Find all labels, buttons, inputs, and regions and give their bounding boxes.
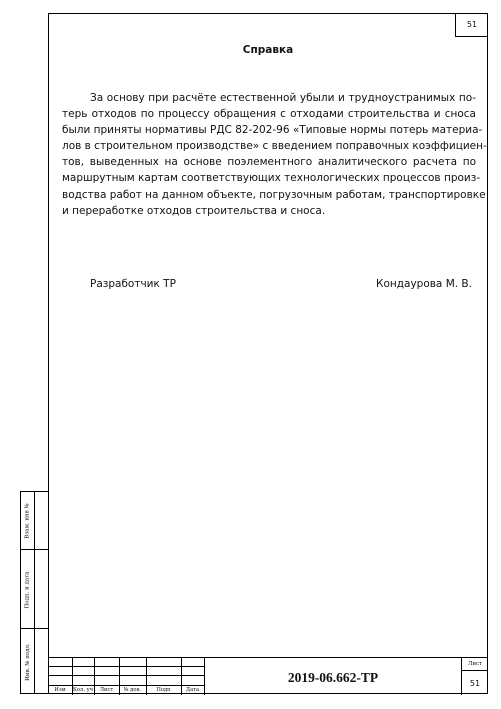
side-label-text: Подп. и дата: [24, 570, 31, 609]
col-label-change: Изм: [54, 687, 66, 693]
document-code: 2019-06.662-ТР: [204, 658, 461, 695]
col-label-doc-number: № док.: [123, 687, 142, 693]
body-line: За основу при расчёте естественной убыли и трудноустранимых по-: [90, 92, 476, 104]
side-row-replacement: [21, 492, 48, 550]
side-label-text: Инв. № подл.: [24, 643, 31, 681]
side-label-signature-date: [21, 550, 34, 629]
revision-grid: [48, 658, 204, 695]
side-label-replacement: [21, 492, 34, 550]
side-approval-strip: [20, 491, 48, 694]
signature-role: Разработчик ТР: [90, 278, 176, 290]
body-line: маршрутным картам соответствующих технологических процессов произ-: [62, 172, 481, 185]
sheet-label: Лист: [462, 658, 488, 671]
body-line: были приняты нормативы РДС 82-202-96 «Типовые нормы потерь материа-: [62, 124, 483, 137]
side-label-text: Взам. инв №: [24, 503, 31, 539]
col-label-date: Дата: [185, 687, 200, 693]
title-block: [48, 657, 488, 694]
signature-name: Кондаурова М. В.: [376, 278, 472, 290]
col-label-sheet: Лист: [99, 687, 114, 693]
side-row-signature-date: [21, 550, 48, 629]
body-line: водства работ на данном объекте, погрузочным работам, транспортировке: [62, 188, 486, 201]
body-line: лов в строительном производстве» с введением поправочных коэффициен-: [62, 140, 487, 153]
body-paragraph: [62, 90, 487, 219]
col-label-count: Кол. уч: [72, 687, 94, 693]
top-page-number: 51: [455, 13, 488, 37]
col-label-signature: Подп: [156, 687, 171, 693]
document-title: Справка: [242, 44, 294, 56]
sheet-number-cell: [461, 658, 488, 695]
body-line: тов, выведенных на основе поэлементного аналитического расчета по: [62, 156, 476, 169]
body-line: и переработке отходов строительства и сноса.: [62, 204, 326, 217]
side-row-inventory: [21, 629, 48, 695]
body-line: терь отходов по процессу обращения с отходами строительства и сноса: [62, 108, 476, 121]
sheet-number: 51: [469, 678, 481, 688]
side-label-inventory: [21, 629, 34, 695]
